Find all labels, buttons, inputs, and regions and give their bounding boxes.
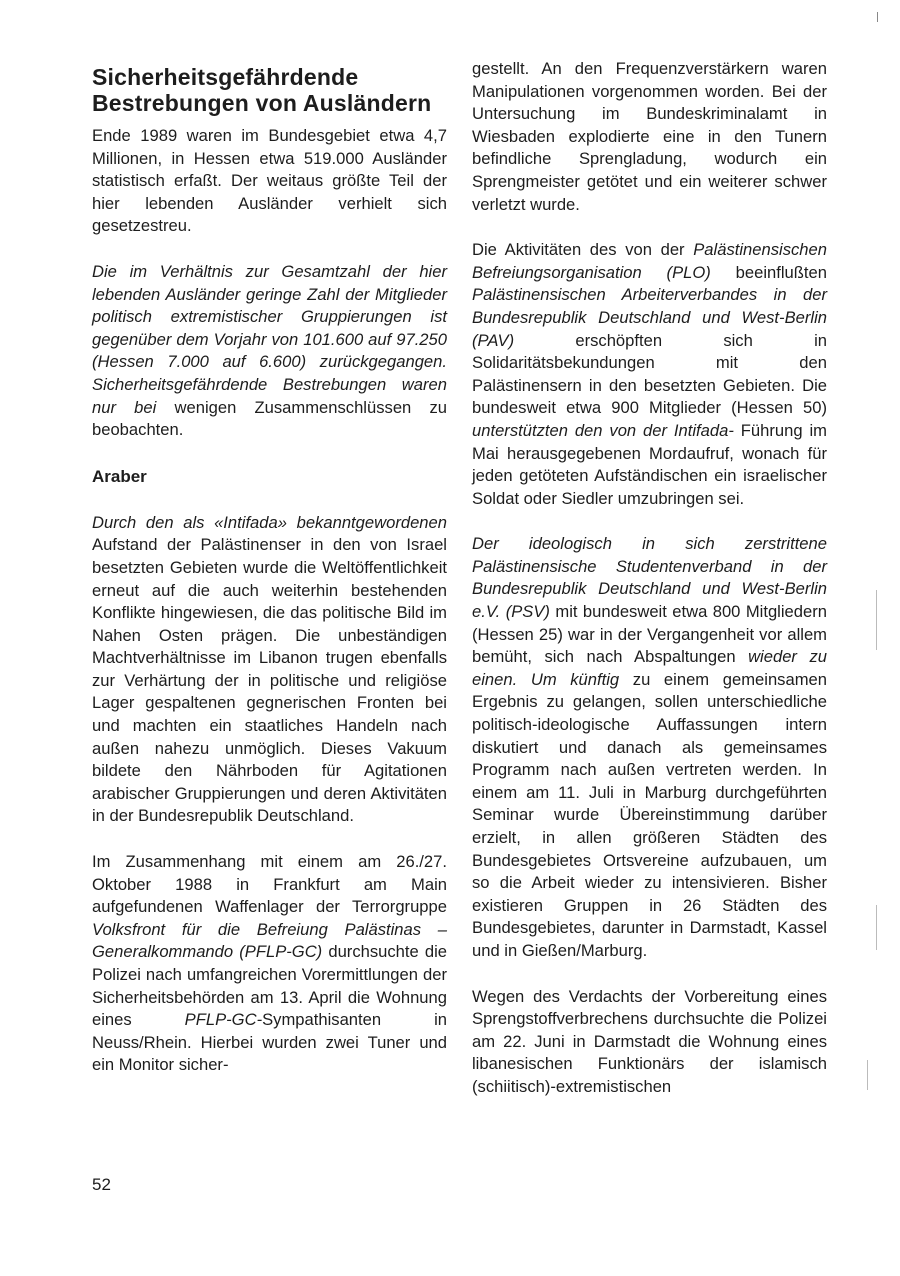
plo-italic-text-2: Palästinensischen Arbeiterverbandes in der Bundesrepublik Deutschland und West-Berlin (PAV)	[472, 285, 827, 350]
intro-paragraph: Ende 1989 waren im Bundesgebiet etwa 4,7 Millionen, in Hessen etwa 519.000 Ausländer statistisch erfaßt. Der weitaus größte Teil der hier lebenden Ausländer verhielt sich gesetzestreu.	[92, 126, 447, 236]
scan-mark	[876, 905, 877, 950]
intifada-paragraph	[92, 512, 447, 828]
scan-mark	[877, 12, 878, 22]
pflp-paragraph	[92, 851, 447, 1077]
intifada-text: Aufstand der Palästinenser in den von Israel besetzten Gebieten wurde die Weltöffentlichkeit erneut auf die auch weiterhin bestehenden Konflikte hingewiesen, die das politische Bild im Nahen Osten prägen. Die unbeständigen Machtverhältnisse im Libanon trugen ebenfalls zur Verhärtung der in politische und religiöse Lager gespaltenen gegnerischen Fronten bei und machten ein staatliches Handeln nach außen nahezu unmöglich. Dieses Vakuum bildete den Nährboden für Agitationen arabischer Gruppierungen und deren Aktivitäten in der Bundesrepublik Deutschland.	[92, 535, 447, 826]
scan-mark	[876, 590, 877, 650]
scan-mark	[867, 1060, 868, 1090]
plo-text-mid-2: erschöpften sich in Solidaritätsbekundungen mit den Palästinensern in den besetzten Gebieten. Die bundesweit etwa 900 Mitglieder (Hessen 50)	[472, 330, 827, 418]
psv-paragraph	[472, 533, 827, 962]
summary-paragraph	[92, 261, 447, 442]
psv-italic-text-2: wieder zu einen. Um künftig	[472, 647, 827, 689]
plo-text-end: Führung im Mai herausgegebenen Mordaufruf, wonach für jeden getöteten Aufständischen ein israelischer Soldat oder Siedler umzubringen sei.	[472, 420, 827, 508]
plo-italic-text: Palästinensischen Befreiungsorganisation (PLO)	[472, 240, 827, 282]
psv-text-mid: mit bundesweit etwa 800 Mitgliedern (Hessen 25) war in der Vergangenheit vor allem bemüht, sich nach Abspaltungen	[472, 602, 827, 667]
intifada-italic-text: Durch den als «Intifada» bekanntgewordenen	[92, 512, 447, 532]
pflp-text-end: Sympathisanten in Neuss/Rhein. Hierbei wurden zwei Tuner und ein Monitor sicher-	[92, 1010, 447, 1075]
plo-italic-text-3: unterstützten den von der Intifada-	[472, 420, 734, 440]
psv-italic-text: Der ideologisch in sich zerstrittene Palästinensische Studentenverband in der Bundesrepublik Deutschland und West-Berlin e.V. (PSV)	[472, 534, 827, 622]
page-title: Sicherheitsgefährdende Bestrebungen von Ausländern	[92, 64, 432, 116]
pflp-italic-text-2: PFLP-GC-	[184, 1010, 263, 1030]
left-column	[92, 58, 447, 1100]
right-column	[472, 58, 827, 1122]
plo-text-start: Die Aktivitäten des von der	[472, 240, 685, 260]
plo-text-mid: beeinflußten	[735, 262, 827, 282]
plo-paragraph	[472, 239, 827, 510]
pflp-text-start: Im Zusammenhang mit einem am 26./27. Oktober 1988 in Frankfurt am Main aufgefundenen Waffenlager der Terrorgruppe	[92, 852, 447, 917]
pflp-text-mid: durchsuchte die Polizei nach umfangreichen Vorermittlungen der Sicherheitsbehörden am 13. April die Wohnung eines	[92, 942, 448, 1030]
pflp-italic-text: Volksfront für die Befreiung Palästinas – Generalkommando (PFLP-GC)	[92, 919, 447, 962]
summary-text: wenigen Zusammenschlüssen zu beobachten.	[92, 397, 447, 440]
section-heading-araber: Araber	[92, 466, 147, 486]
summary-italic-text: Die im Verhältnis zur Gesamtzahl der hier lebenden Ausländer geringe Zahl der Mitglieder politisch extremistischer Gruppierungen ist gegenüber dem Vorjahr von 101.600 auf 97.250 (Hessen 7.000 auf 6.600) zurückgegangen. Sicherheitsgefährdende Bestrebungen waren nur bei	[92, 261, 447, 417]
psv-text-end: zu einem gemeinsamen Ergebnis zu gelangen, sollen unterschiedliche politisch-ideologische Auffassungen intern diskutiert und danach als gemeinsames Programm nach außen vertreten werden. In einem am 11. Juli in Marburg durchgeführten Seminar wurde Übereinstimmung darüber erzielt, in allen größeren Städten des Bundesgebietes Ortsvereine aufzubauen, um so die Arbeit wieder zu intensivieren. Bisher existieren Gruppen in 26 Städten des Bundesgebietes, darunter in Darmstadt, Kassel und in Gießen/Marburg.	[472, 669, 827, 960]
continuation-paragraph: gestellt. An den Frequenzverstärkern waren Manipulationen vorgenommen worden. Bei der Untersuchung im Bundeskriminalamt in Wiesbaden explodierte eine in den Tunern befindliche Sprengladung, wodurch ein Sprengmeister getötet und ein weiterer schwer verletzt wurde.	[472, 59, 827, 214]
page-number: 52	[92, 1175, 111, 1194]
last-paragraph: Wegen des Verdachts der Vorbereitung eines Sprengstoffverbrechens durchsuchte die Polizei am 22. Juni in Darmstadt die Wohnung eines libanesischen Funktionärs der islamisch (schiitisch)-extremistischen	[472, 986, 827, 1096]
